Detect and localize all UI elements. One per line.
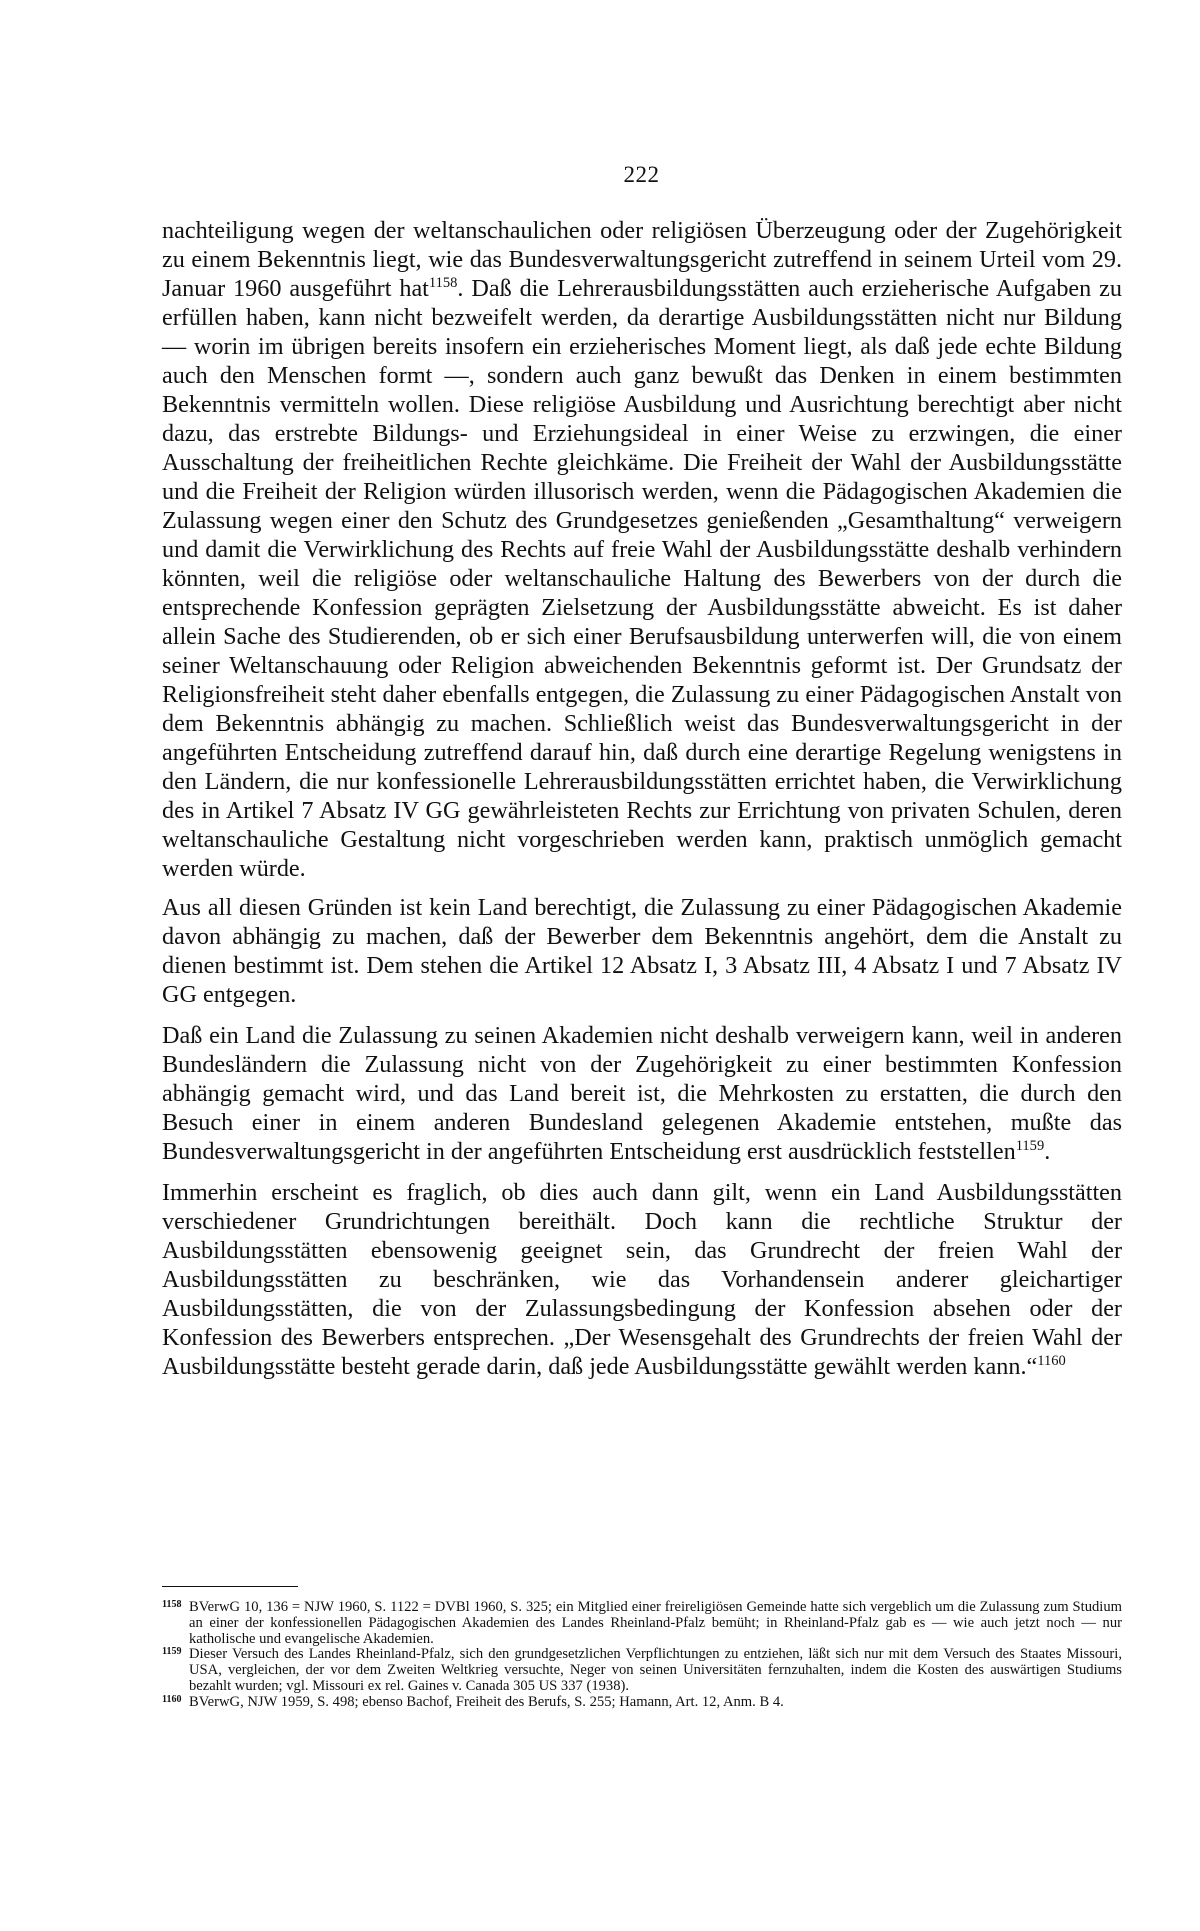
footnotes [162, 1600, 1122, 1711]
paragraph-2-text: Aus all diesen Gründen ist kein Land berechtigt, die Zulassung zu einer Pädagogischen Akademie davon abhängig zu machen, daß der Bewerber dem Bekenntnis angehört, dem die Anstalt zu dienen bestimmt ist. Dem stehen die Artikel 12 Absatz I, 3 Absatz III, 4 Absatz I und 7 Absatz IV GG entgegen. [162, 894, 1122, 1008]
footnote-number: 1158 [162, 1599, 182, 1610]
footnote-text: BVerwG 10, 136 = NJW 1960, S. 1122 = DVBl 1960, S. 325; ein Mitglied einer freireligiösen Gemeinde hatte sich vergeblich um die Zulassung zum Studium an einer der konfessionellen Pädagogischen Akademien des Landes Rheinland-Pfalz bemüht; in Rheinland-Pfalz gab es — wie auch jetzt noch — nur katholische und evangelische Akademien. [189, 1599, 1122, 1647]
paragraph-3-text: Daß ein Land die Zulassung zu seinen Akademien nicht deshalb verweigern kann, weil in anderen Bundesländern die Zulassung nicht von der Zugehörigkeit zu einer bestimmten Konfession abhängig gemacht wird, und das Land bereit ist, die Mehrkosten zu erstatten, die durch den Besuch einer in einem anderen Bundesland gelegenen Akademie entstehen, mußte das Bundesverwaltungsgericht in der angeführten Entscheidung erst ausdrücklich feststellen [162, 1022, 1122, 1165]
paragraph-2 [162, 893, 1122, 1009]
body-text [162, 216, 1122, 1393]
paragraph-3 [162, 1021, 1122, 1166]
footnote-ref-1158[interactable]: 1158 [428, 274, 458, 291]
footnote-1160 [162, 1695, 1122, 1711]
footnote-text: Dieser Versuch des Landes Rheinland-Pfalz, sich den grundgesetzlichen Verpflichtungen zu entziehen, läßt sich nur mit dem Versuch des Staates Missouri, USA, vergleichen, der vor dem Zweiten Weltkrieg versuchte, Neger von seinen Universitäten fernzuhalten, indem die Kosten des auswärtigen Studiums bezahlt wurden; vgl. Missouri ex rel. Gaines v. Canada 305 US 337 (1938). [189, 1646, 1122, 1694]
paragraph-1-text-continued: . Daß die Lehrerausbildungsstätten auch erzieherische Aufgaben zu erfüllen haben, kann nicht bezweifelt werden, da derartige Ausbildungsstätten nicht nur Bildung — worin im übrigen bereits insofern ein erzieherisches Moment liegt, als daß jede echte Bildung auch den Menschen formt —, sondern auch ganz bewußt das Denken in einem bestimmten Bekenntnis vermitteln wollen. Diese religiöse Ausbildung und Ausrichtung berechtigt aber nicht dazu, das erstrebte Bildungs- und Erziehungsideal in einer Weise zu erzwingen, die einer Ausschaltung der freiheitlichen Rechte gleichkäme. Die Freiheit der Wahl der Ausbildungsstätte und die Freiheit der Religion würden illusorisch werden, wenn die Pädagogischen Akademien die Zulassung wegen einer den Schutz des Grundgesetzes genießenden „Gesamthaltung“ verweigern und damit die Verwirklichung des Rechts auf freie Wahl der Ausbildungsstätte deshalb verhindern könnten, weil die religiöse oder weltanschauliche Haltung des Bewerbers von der durch die entsprechende Konfession geprägten Zielsetzung der Ausbildungsstätte abweicht. Es ist daher allein Sache des Studierenden, ob er sich einer Berufsausbildung unterwerfen will, die von einem seiner Weltanschauung oder Religion abweichenden Bekenntnis geformt ist. Der Grundsatz der Religionsfreiheit steht daher ebenfalls entgegen, die Zulassung zu einer Pädagogischen Anstalt von dem Bekenntnis abhängig zu machen. Schließlich weist das Bundesverwaltungsgericht in der angeführten Entscheidung zutreffend darauf hin, daß durch eine derartige Regelung wenigstens in den Ländern, die nur konfessionelle Lehrerausbildungsstätten errichtet haben, die Verwirklichung des in Artikel 7 Absatz IV GG gewährleisteten Rechts zur Errichtung von privaten Schulen, deren weltanschauliche Gestaltung nicht vorgeschrieben werden kann, praktisch unmöglich gemacht werden würde. [162, 275, 1122, 882]
page-number: 222 [623, 162, 660, 187]
footnote-number: 1160 [162, 1693, 182, 1705]
footnote-text: BVerwG, NJW 1959, S. 498; ebenso Bachof, Freiheit des Berufs, S. 255; Hamann, Art. 12, Anm. B 4. [189, 1693, 784, 1710]
footnote-ref-1159[interactable]: 1159 [1015, 1137, 1045, 1154]
footnote-1158 [162, 1600, 1122, 1647]
footnote-divider [162, 1586, 298, 1587]
footnote-ref-1160[interactable]: 1160 [1037, 1352, 1066, 1369]
paragraph-4 [162, 1178, 1122, 1381]
paragraph-3-text-end: . [1044, 1138, 1051, 1165]
footnote-number: 1159 [162, 1646, 182, 1658]
paragraph-1-text: nachteiligung wegen der weltanschaulichen oder religiösen Überzeugung oder der Zugehörigkeit zu einem Bekenntnis liegt, wie das Bundesverwaltungsgericht zutreffend in seinem Urteil vom 29. Januar 1960 ausgeführt hat [162, 217, 1122, 302]
paragraph-4-text: Immerhin erscheint es fraglich, ob dies auch dann gilt, wenn ein Land Ausbildungsstätten verschiedener Grundrichtungen bereithält. Doch kann die rechtliche Struktur der Ausbildungsstätten ebensowenig geeignet sein, das Grundrecht der freien Wahl der Ausbildungsstätten zu beschränken, wie das Vorhandensein anderer gleichartiger Ausbildungsstätten, die von der Zulassungsbedingung der Konfession absehen oder der Konfession des Bewerbers entsprechen. „Der Wesensgehalt des Grundrechts der freien Wahl der Ausbildungsstätte besteht gerade darin, daß jede Ausbildungsstätte gewählt werden kann.“ [162, 1179, 1122, 1380]
footnote-1159 [162, 1647, 1122, 1694]
paragraph-1 [162, 216, 1122, 883]
